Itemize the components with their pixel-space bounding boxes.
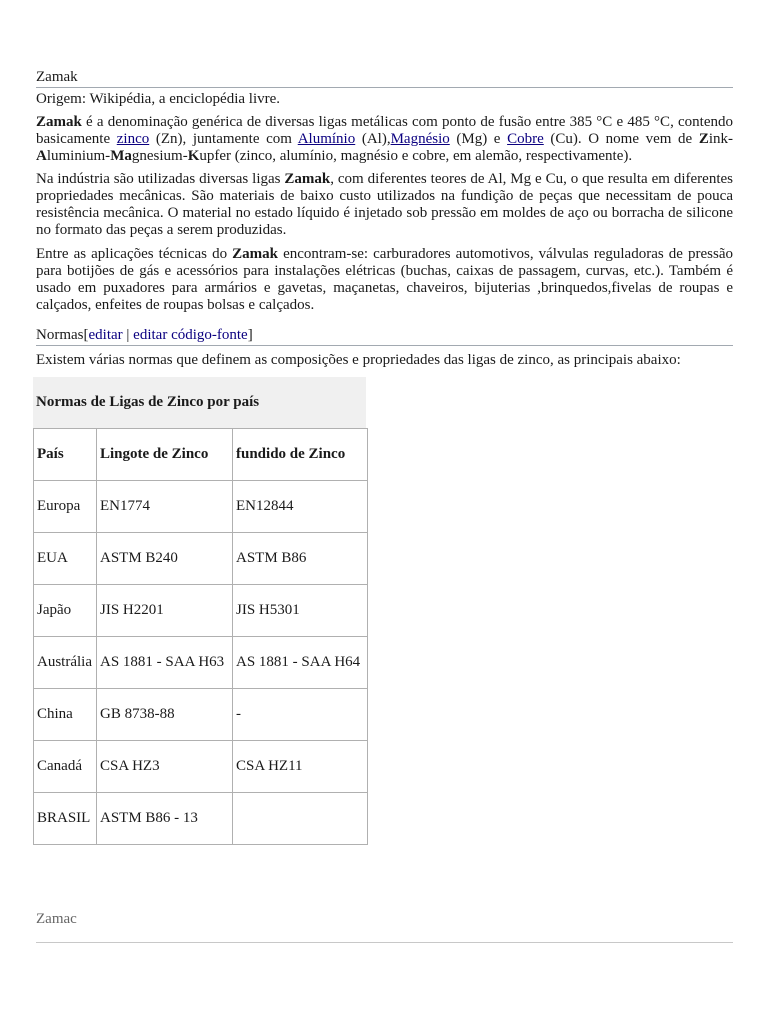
link-aluminio[interactable]: Alumínio — [297, 131, 356, 147]
bold-letter: K — [187, 148, 200, 164]
text: encontram-se: carburadores automotivos, válvulas reguladoras de pressão para botijões de gás e acessórios para instalações elétricas (buchas, caixas de passagem, curvas, etc.). Também é usado em puxadores para armários e gavetas, maçanetas, chaveiros, bijuterias ,brinquedos,fivelas de roupas e calçados, enfeites de roupas bolsas e calçados. — [36, 246, 733, 313]
normas-paragraph: Existem várias normas que definem as composições e propriedades das ligas de zinco, as principais abaixo: — [36, 352, 681, 368]
text: Na indústria são utilizadas diversas ligas — [36, 171, 285, 187]
bold-letter: Ma — [110, 148, 132, 164]
header-pais: País — [34, 429, 97, 481]
bold-term: Zamak — [36, 114, 82, 130]
applications-paragraph — [36, 246, 733, 314]
link-cobre[interactable]: Cobre — [507, 131, 544, 147]
text: (Mg) e — [449, 131, 508, 147]
bracket: [ — [83, 327, 89, 343]
cell-country: Canadá — [34, 741, 97, 793]
table-row — [34, 689, 368, 741]
bold-letter: A — [36, 148, 47, 164]
cell-country: EUA — [34, 533, 97, 585]
cell-cast: ASTM B86 — [233, 533, 368, 585]
cell-country: BRASIL — [34, 793, 97, 845]
cell-cast: CSA HZ11 — [233, 741, 368, 793]
section-heading-normas — [36, 327, 733, 346]
link-magnesio[interactable]: Magnésio — [390, 131, 450, 147]
separator: | — [122, 327, 134, 343]
cell-country: Japão — [34, 585, 97, 637]
cell-cast — [233, 793, 368, 845]
text: ink- — [708, 131, 733, 147]
cell-cast: - — [233, 689, 368, 741]
industry-paragraph — [36, 171, 733, 239]
cell-ingot: AS 1881 - SAA H63 — [97, 637, 233, 689]
standards-table — [33, 428, 368, 845]
text: (Zn), juntamente com — [149, 131, 298, 147]
edit-source-link[interactable]: editar código-fonte — [133, 327, 248, 343]
cell-ingot: ASTM B240 — [97, 533, 233, 585]
table-row — [34, 533, 368, 585]
table-row — [34, 793, 368, 845]
cell-cast: EN12844 — [233, 481, 368, 533]
origin-line: Origem: Wikipédia, a enciclopédia livre. — [36, 91, 281, 107]
cell-country: Europa — [34, 481, 97, 533]
text: gnesium- — [131, 148, 188, 164]
cell-cast: JIS H5301 — [233, 585, 368, 637]
table-row — [34, 585, 368, 637]
section-title: Normas — [36, 327, 84, 343]
link-zinco[interactable]: zinco — [116, 131, 150, 147]
table-caption: Normas de Ligas de Zinco por país — [33, 377, 366, 428]
bold-term: Zamak — [232, 246, 278, 262]
text: upfer (zinco, alumínio, magnésio e cobre, em alemão, respectivamente). — [199, 148, 633, 164]
text: luminium- — [46, 148, 111, 164]
cell-ingot: ASTM B86 - 13 — [97, 793, 233, 845]
table-row — [34, 481, 368, 533]
cell-ingot: GB 8738-88 — [97, 689, 233, 741]
edit-link[interactable]: editar — [88, 327, 123, 343]
cell-ingot: CSA HZ3 — [97, 741, 233, 793]
text: (Cu). O nome vem de — [543, 131, 699, 147]
cell-ingot: EN1774 — [97, 481, 233, 533]
cell-ingot: JIS H2201 — [97, 585, 233, 637]
table-header-row — [34, 429, 368, 481]
text: Entre as aplicações técnicas do — [36, 246, 233, 262]
page-title: Zamak — [36, 69, 733, 88]
intro-paragraph — [36, 114, 733, 165]
header-fundido: fundido de Zinco — [233, 429, 368, 481]
text: é a denominação genérica de diversas ligas metálicas com ponto de fusão entre 385 °C e 485 °C, contendo basicamente — [36, 114, 733, 147]
header-lingote: Lingote de Zinco — [97, 429, 233, 481]
cell-country: Austrália — [34, 637, 97, 689]
table-row — [34, 637, 368, 689]
cell-country: China — [34, 689, 97, 741]
bracket: ] — [247, 327, 253, 343]
bold-term: Zamak — [284, 171, 331, 187]
text: (Al), — [355, 131, 391, 147]
table-row — [34, 741, 368, 793]
cell-cast: AS 1881 - SAA H64 — [233, 637, 368, 689]
text: , com diferentes teores de Al, Mg e Cu, o que resulta em diferentes propriedades mecânicas. São materiais de baixo custo utilizados na fundição de peças que necessitam de pouca resistência mecânica. O material no estado líquido é injetado sob pressão em moldes de aço ou borracha de silicone no formato das peças a serem produzidas. — [36, 171, 733, 238]
footer-title: Zamac — [36, 911, 733, 943]
bold-letter: Z — [698, 131, 709, 147]
